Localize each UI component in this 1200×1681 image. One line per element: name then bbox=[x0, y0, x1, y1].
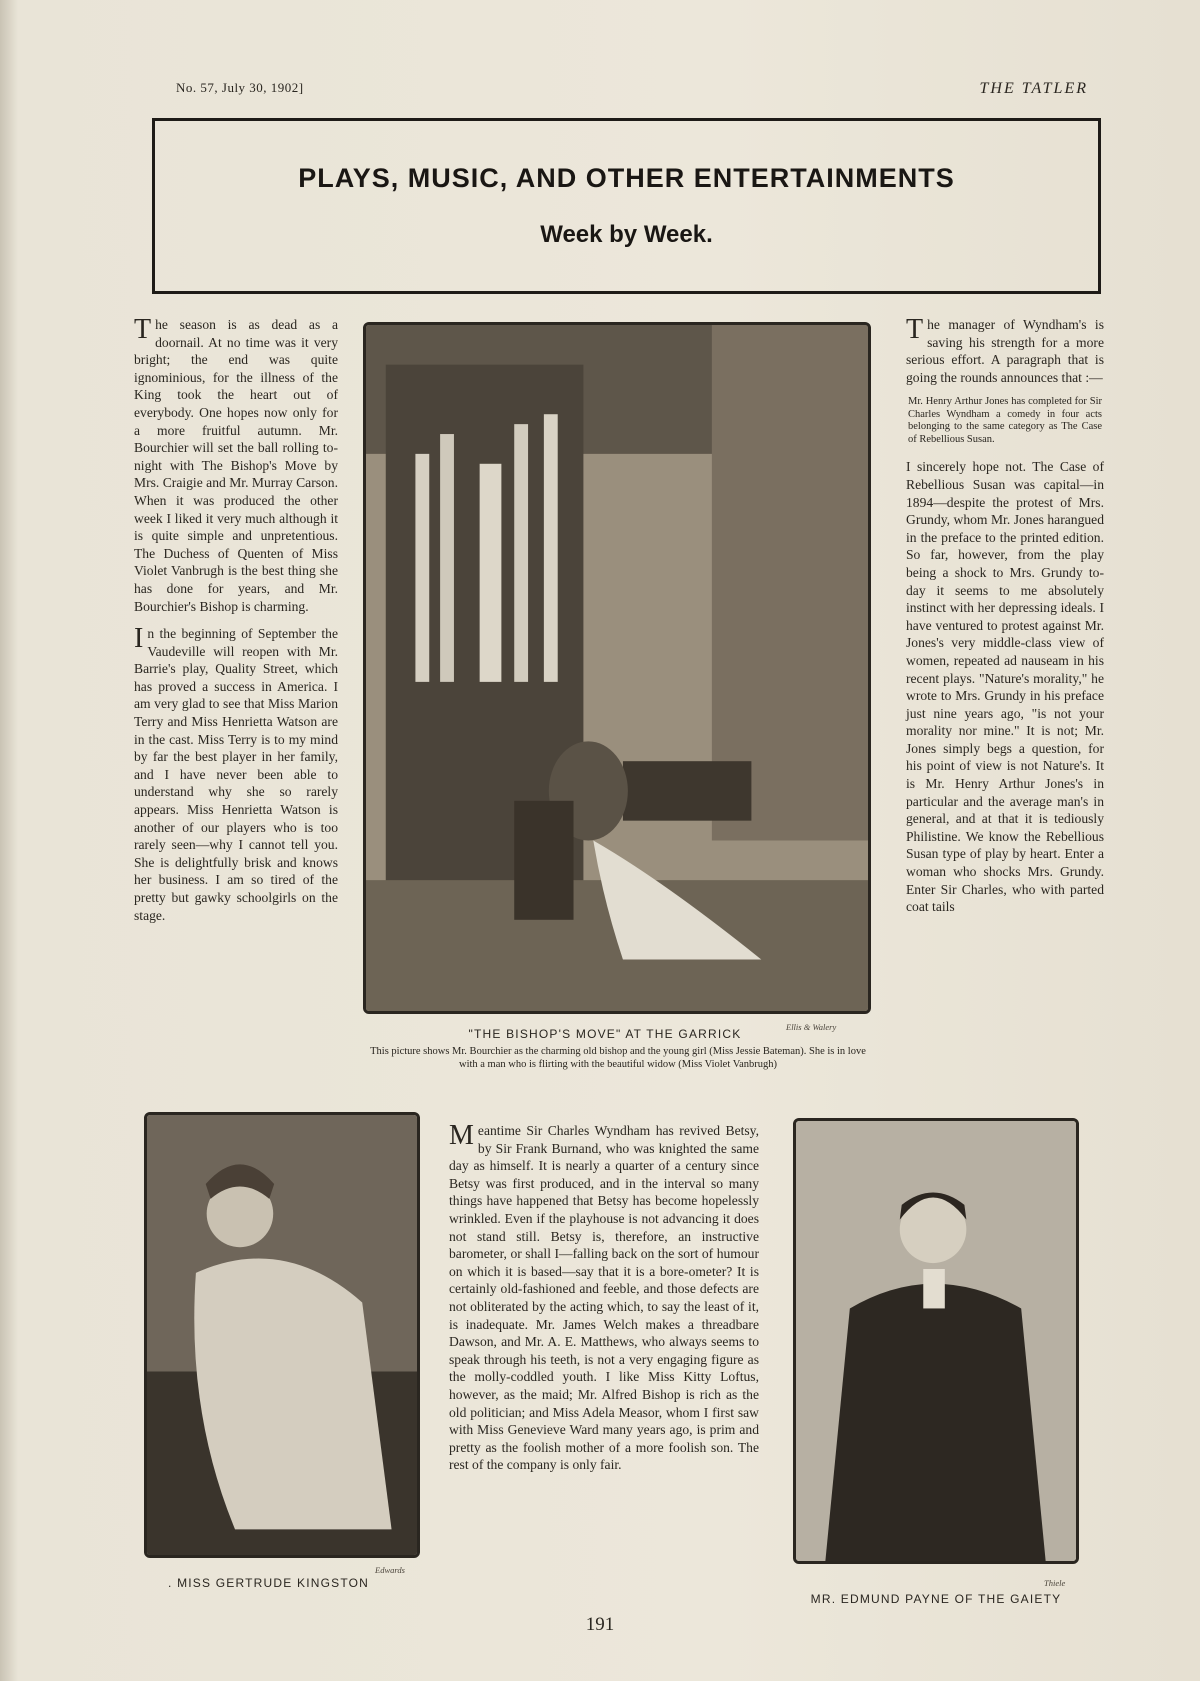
left-photo-credit: Edwards bbox=[375, 1565, 405, 1575]
page-subtitle: Week by Week. bbox=[540, 221, 713, 248]
bishops-move-photo bbox=[363, 322, 871, 1014]
right-photo-credit: Thiele bbox=[1044, 1578, 1066, 1588]
right-quote: Mr. Henry Arthur Jones has completed for Sir Charles Wyndham a comedy in four acts belonging to the same category as The Case of Rebellious Susan. bbox=[908, 396, 1102, 445]
edmund-payne-photo bbox=[793, 1118, 1079, 1564]
middle-paragraph-1: Meantime Sir Charles Wyndham has revived Betsy, by Sir Frank Burnand, who was knighted the same day as himself. It is nearly a quarter of a century since Betsy was first produced, and in the interval so many things have happened that Betsy has become hopelessly wrinkled. Even if the playhouse is not advancing it does not stand still. Betsy is, therefore, an instructive barometer, or shall I—falling back on the sort of humour on which it is based—say that it is a bore-ometer? It is certainly old-fashioned and feeble, and those defects are not obliterated by the acting which, to say the least of it, is inadequate. Mr. James Welch makes a threadbare Dawson, and Mr. A. E. Matthews, who always seems to speak through his teeth, is not a very engaging figure as the molly-coddled youth. I like Miss Kitty Loftus, however, as the maid; Mr. Alfred Bishop is rich as the old politician; and Miss Adela Measor, whom I first saw with Miss Genevieve Ward many years ago, is prim and pretty as the foolish mother of a more foolish son. The rest of the company is only fair. bbox=[449, 1120, 759, 1473]
issue-folio: No. 57, July 30, 1902] bbox=[176, 80, 304, 95]
page-title: PLAYS, MUSIC, AND OTHER ENTERTAINMENTS bbox=[298, 163, 955, 193]
title-box bbox=[152, 118, 1101, 294]
publication-folio: THE TATLER bbox=[979, 80, 1088, 97]
right-paragraph-2: I sincerely hope not. The Case of Rebellious Susan was capital—in 1894—despite the protest of Mrs. Grundy, whom Mr. Jones harangued in the preface to the printed edition. So far, however, from the play being a shock to Mrs. Grundy to-day it seems to me absolutely instinct with her depressing ideals. I have ventured to protest against Mr. Jones's very middle-class view of women, repeated ad nauseam in his recent plays. "Nature's morality," he wrote to Mrs. Grundy in his preface just nine years ago, "is not your morality nor mine." It is not; Mr. Jones simply begs a question, for his point of view is not Nature's. It is Mr. Henry Arthur Jones's in particular and the average man's in general, and at that it is tediously Philistine. We know the Rebellious Susan type of play by heart. Enter a woman who shocks Mrs. Grundy. Enter Sir Charles, who with parted coat tails bbox=[906, 459, 1104, 915]
center-photo-caption: "THE BISHOP'S MOVE" AT THE GARRICK bbox=[468, 1027, 742, 1041]
right-photo-caption: MR. EDMUND PAYNE OF THE GAIETY bbox=[810, 1592, 1062, 1606]
portrait-man-image bbox=[796, 1121, 1076, 1561]
portrait-woman-image bbox=[147, 1115, 417, 1555]
right-column bbox=[906, 316, 1104, 926]
left-column bbox=[134, 316, 338, 934]
right-paragraph-1: The manager of Wyndham's is saving his strength for a more serious effort. A paragraph that is going the rounds announces that :— bbox=[906, 314, 1104, 385]
gertrude-kingston-photo bbox=[144, 1112, 420, 1558]
left-paragraph-1: The season is as dead as a doornail. At no time was it very bright; the end was quite ignominious, for the illness of the King took the heart out of everybody. One hopes now only for a more fruitful autumn. Mr. Bourchier will set the ball rolling to-night with The Bishop's Move by Mrs. Craigie and Mr. Murray Carson. When it was produced the other week I liked it very much although it is quite simple and unpretentious. The Duchess of Quenten of Miss Violet Vanbrugh is the best thing she has done for years, and Mr. Bourchier's Bishop is charming. bbox=[134, 314, 338, 614]
left-photo-caption: . MISS GERTRUDE KINGSTON bbox=[168, 1576, 370, 1590]
stage-scene-image bbox=[366, 325, 868, 1011]
middle-column bbox=[449, 1122, 759, 1484]
center-photo-description: This picture shows Mr. Bourchier as the charming old bishop and the young girl (Miss Jessie Bateman). She is in love with a man who is flirting with the beautiful widow (Miss Violet Vanbrugh) bbox=[370, 1046, 866, 1070]
page-number: 191 bbox=[585, 1614, 615, 1635]
left-paragraph-2: In the beginning of September the Vaudeville will reopen with Mr. Barrie's play, Quality Street, which has proved a success in America. I am very glad to see that Miss Marion Terry and Miss Henrietta Watson are in the cast. Miss Terry is to my mind by far the best player in her family, and I have never been able to understand why she so rarely appears. Miss Henrietta Watson is another of our players who is too rarely seen—why I cannot tell you. She is delightfully brisk and knows her business. I am so tired of the pretty but gawky schoolgirls on the stage. bbox=[134, 623, 338, 923]
center-photo-credit: Ellis & Walery bbox=[786, 1022, 837, 1032]
